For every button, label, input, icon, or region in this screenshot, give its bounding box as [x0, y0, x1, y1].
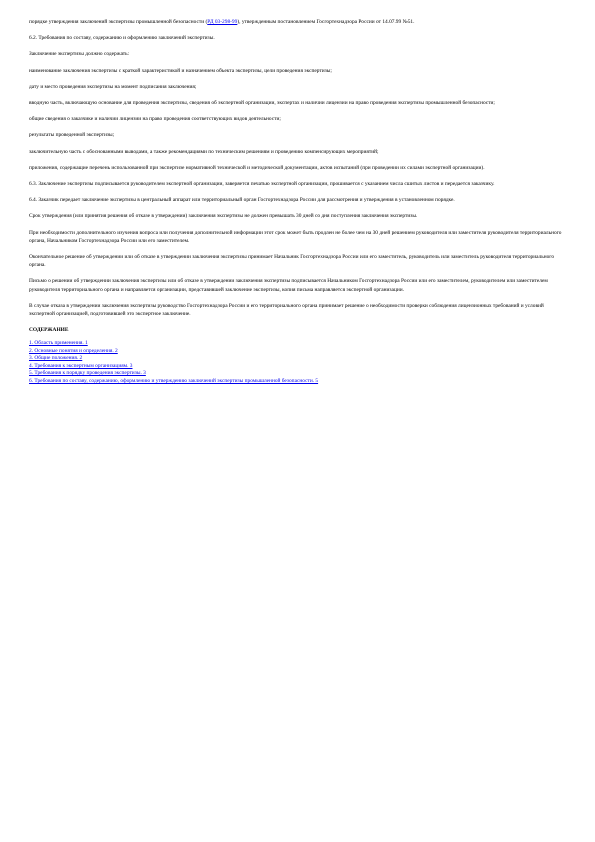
- rd-link[interactable]: РД 03-298-99: [207, 19, 238, 25]
- paragraph-term: Срок утверждения (или принятия решения об отказе в утверждении) заключения экспертизы не должен превышать 30 дней со дня поступления заключения экспертизы.: [29, 213, 418, 220]
- paragraph-letter: Письмо о решении об утверждении заключения экспертизы или об отказе в утверждении заключения экспертизы подписывается Начальником Госгортехнадзора России или его заместителем, руководителем или заместителем руководителя территориального органа и направляется организации, представившей заключение экспертизы, копия письма направляется экспертной организации.: [29, 278, 548, 293]
- document-page: [29, 18, 569, 385]
- paragraph-refusal: В случае отказа в утверждении заключения экспертизы руководство Госгортехнадзора России и его территориального органа принимает решение о необходимости проверки соблюдения лицензионных требований и условий экспертной организацией, подготовившей это экспертное заключение.: [29, 302, 544, 318]
- paragraph-final-decision: Окончательное решение об утверждении или об отказе в утверждении заключения экспертизы принимает Начальник Госгортехнадзора России или его заместитель, руководитель или заместитель руководителя территориального органа.: [29, 254, 555, 269]
- toc-link[interactable]: 6. Требования по составу, содержанию, оформлению и утверждению заключений экспертизы промышленной безопасности. 5: [29, 377, 319, 384]
- toc-link[interactable]: 3. Общие положения. 2: [29, 355, 83, 362]
- toc-link[interactable]: 4. Требования к экспертным организациям. 3: [29, 362, 133, 369]
- intro-text-after: ), утвержденным постановлением Госгортехнадзора России от 14.07.99 №51.: [237, 19, 415, 25]
- toc-title: СОДЕРЖАНИЕ: [29, 327, 69, 334]
- list-item: приложения, содержащие перечень использованной при экспертизе нормативной технической и методической документации, актов испытаний (при проведении их силами экспертной организации).: [29, 164, 485, 171]
- toc-link[interactable]: 1. Область применения. 1: [29, 340, 88, 347]
- list-item: наименование заключения экспертизы с краткой характеристикой и назначением объекта экспертизы, цели проведения экспертизы;: [29, 67, 332, 74]
- list-item: заключительную часть с обоснованными выводами, а также рекомендациями по техническим решениям и проведению компенсирующих мероприятий;: [29, 148, 379, 155]
- intro-paragraph: [29, 18, 569, 26]
- list-item: дату и место проведения экспертизы на момент подписания заключения;: [29, 83, 197, 90]
- intro-text-before: порядке утверждения заключений экспертизы промышленной безопасности (: [29, 19, 208, 25]
- paragraph-6-4: 6.4. Заказчик передает заключение экспертизы в центральный аппарат или территориальный орган Госгортехнадзора России для рассмотрения и утверждения в установленном порядке.: [29, 197, 455, 204]
- paragraph-6-3: 6.3. Заключение экспертизы подписывается руководителем экспертной организации, заверяется печатью экспертной организации, прошивается с указанием числа сшитых листов и передается заказчику.: [29, 181, 495, 188]
- list-item: общие сведения о заказчике и наличии лицензии на право проведения соответствующих видов деятельности;: [29, 116, 281, 123]
- paragraph-extension: При необходимости дополнительного изучения вопроса или получения дополнительной информации этот срок может быть продлен не более чем на 30 дней решением руководителя или заместителя руководителя территориального органа, Начальником Госгортехнадзора России или его заместителем.: [29, 229, 562, 244]
- section-6-2-title: 6.2. Требования по составу, содержанию и оформлению заключений экспертизы.: [29, 35, 215, 42]
- must-contain-text: Заключение экспертизы должно содержать:: [29, 51, 130, 58]
- list-item: результаты проведенной экспертизы;: [29, 132, 115, 139]
- toc-link[interactable]: 5. Требования к порядку проведения экспертизы. 3: [29, 370, 146, 377]
- toc-link[interactable]: 2. Основные понятия и определения. 2: [29, 347, 118, 354]
- table-of-contents: [29, 340, 569, 385]
- list-item: вводную часть, включающую основание для проведения экспертизы, сведения об экспертной организации, экспертах и наличии лицензии на право проведения экспертизы промышленной безопасности;: [29, 100, 495, 107]
